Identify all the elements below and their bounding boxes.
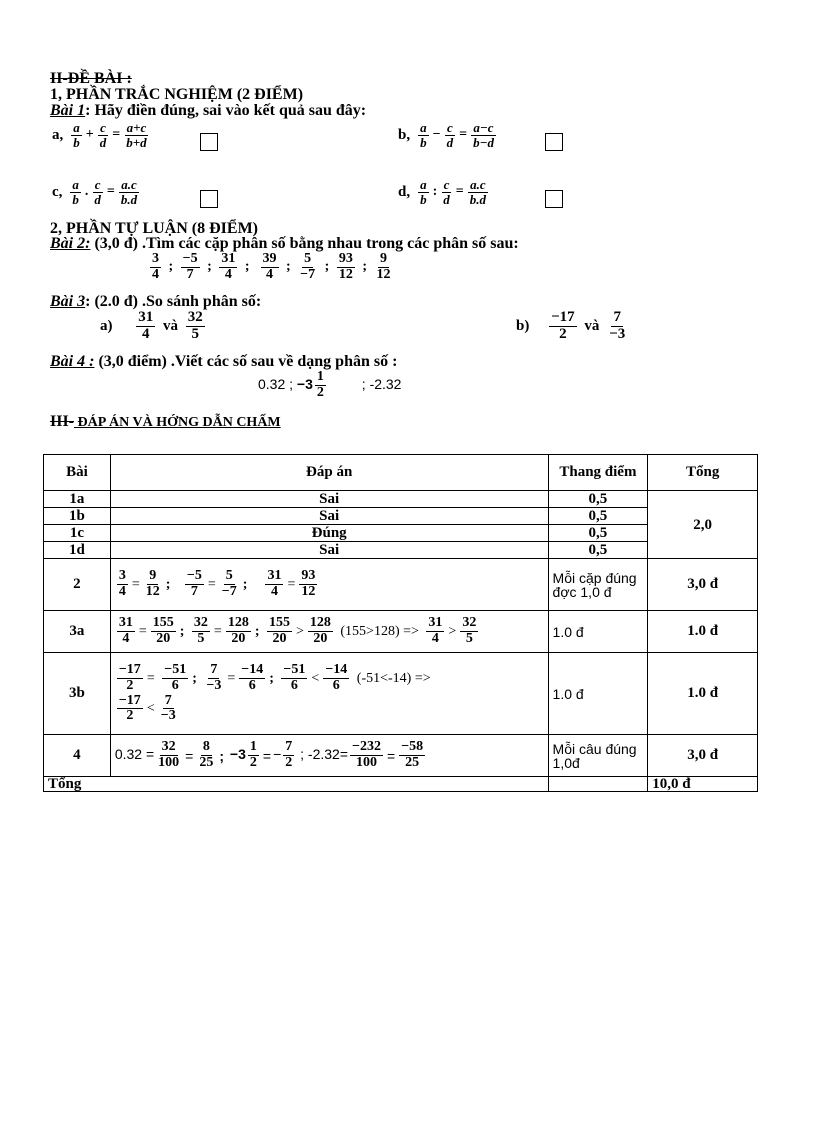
- fraction: $\frac{-17}{2}$: [551, 309, 575, 342]
- bai3-label: Bài 3: [50, 293, 86, 310]
- answer-bai3a: $\frac{31}{4}$ = $\frac{155}{20}$ ; $\frac{32}{5}$ = $\frac{128}{20}$ ; $\frac{155}{20}$ > $\frac{128}{20}$ (155>128) => $\frac{31}{4}$ > $\frac{32}{5}$: [110, 611, 548, 653]
- fraction: $\frac{31}{4}$: [138, 309, 154, 342]
- header-dap-an: Đáp án: [110, 455, 548, 491]
- table-row: 1a Sai 0,5 2,0: [44, 491, 758, 508]
- bai2-line: [50, 235, 519, 253]
- question-c: c, $\frac{a}{b}$ . $\frac{c}{d}$ = $\frac{a.c}{b.d}$: [52, 177, 138, 207]
- total-bai1: 2,0: [648, 491, 758, 559]
- answer-table: [43, 454, 758, 792]
- fraction: $\frac{c}{d}$: [443, 177, 450, 207]
- part1-title: 1, PHẦN TRẮC NGHIỆM (2 ĐIỂM): [50, 86, 304, 103]
- fraction: $\frac{c}{d}$: [94, 177, 101, 207]
- total-label: Tổng: [44, 777, 549, 792]
- fraction: $\frac{39}{4}$: [262, 251, 277, 282]
- fraction: $\frac{93}{12}$: [338, 251, 353, 282]
- bai4-line: [50, 353, 397, 371]
- header-bai: Bài: [44, 455, 111, 491]
- fraction: $\frac{a+c}{b+d}$: [126, 120, 147, 150]
- question-a: a, $\frac{a}{b}$ + $\frac{c}{d}$ = $\frac{a+c}{b+d}$: [52, 120, 147, 150]
- bai2-label: Bài 2:: [50, 235, 91, 252]
- section-heading-de-bai: II-ĐỀ BÀI :: [50, 70, 132, 87]
- answer-bai3b: $\frac{-17}{2}$ = $\frac{-51}{6}$ ; $\frac{7}{-3}$ = $\frac{-14}{6}$ ; $\frac{-51}{6}$ < $\frac{-14}{6}$ (-51<-14) => $\frac{-17}{2}$ < $\frac{7}{-3}$: [110, 653, 548, 735]
- header-tong: Tổng: [648, 455, 758, 491]
- fraction: $\frac{5}{-7}$: [300, 251, 316, 282]
- question-d: d, $\frac{a}{b}$ : $\frac{c}{d}$ = $\frac{a.c}{b.d}$: [398, 177, 486, 207]
- fraction: $\frac{a}{b}$: [420, 177, 427, 207]
- bai1-line: [50, 102, 366, 120]
- table-row: 1c Đúng 0,5: [44, 525, 758, 542]
- table-row: 1b Sai 0,5: [44, 508, 758, 525]
- answer-bai4: 0.32 = $\frac{32}{100}$ = $\frac{8}{25}$ ; −3 $\frac{1}{2}$ = − $\frac{7}{2}$ ; -2.32= $\frac{-232}{100}$ = $\frac{-58}{25}$: [110, 735, 548, 777]
- fraction: $\frac{9}{12}$: [376, 251, 391, 282]
- table-row: 3b $\frac{-17}{2}$ = $\frac{-51}{6}$ ; $\frac{7}{-3}$ = $\frac{-14}{6}$ ; $\frac{-51}{6}$ < $\frac{-14}{6}$ (-51<-14) => $\frac{-17}{2}$ < $\frac{7}{-3}$ 1.0 đ 1.0 đ: [44, 653, 758, 735]
- table-row: 1d Sai 0,5: [44, 542, 758, 559]
- bai1-label: Bài 1: [50, 102, 86, 119]
- table-row: 4 0.32 = $\frac{32}{100}$ = $\frac{8}{25}$ ; −3 $\frac{1}{2}$ = − $\frac{7}{2}$ ; -2.32= $\frac{-232}{100}$ = $\frac{-58}{25}$ Mỗi câu đúng 1,0đ 3,0 đ: [44, 735, 758, 777]
- header-thang-diem: Thang điểm: [548, 455, 648, 491]
- bai4-label: Bài 4 :: [50, 353, 95, 370]
- bai3-a: a) $\frac{31}{4}$ và $\frac{32}{5}$: [100, 309, 203, 342]
- fraction: $\frac{a}{b}$: [420, 120, 427, 150]
- fraction: $\frac{c}{d}$: [446, 120, 454, 150]
- answer-checkbox-d[interactable]: [545, 190, 563, 208]
- bai2-text: (3,0 đ) .Tìm các cặp phân số bằng nhau trong các phân số sau:: [94, 235, 519, 252]
- fraction: $\frac{a}{b}$: [72, 177, 79, 207]
- bai4-items: 0.32 ; −3 $\frac{1}{2}$ ; -2.32: [258, 369, 402, 400]
- table-row: 3a $\frac{31}{4}$ = $\frac{155}{20}$ ; $\frac{32}{5}$ = $\frac{128}{20}$ ; $\frac{155}{20}$ > $\frac{128}{20}$ (155>128) => $\frac{31}{4}$ > $\frac{32}{5}$ 1.0 đ 1.0 đ: [44, 611, 758, 653]
- bai2-fractions: $\frac{3}{4}$ ; $\frac{-5}{7}$ ; $\frac{31}{4}$ ; $\frac{39}{4}$ ; $\frac{5}{-7}$ ; $\frac{93}{12}$ ; $\frac{9}{12}$: [152, 251, 391, 282]
- bai4-text: (3,0 điểm) .Viết các số sau về dạng phân số :: [98, 353, 398, 370]
- total-value: 10,0 đ: [648, 777, 758, 792]
- fraction: $\frac{3}{4}$: [152, 251, 159, 282]
- fraction: $\frac{a.c}{b.d}$: [469, 177, 486, 207]
- part2-title: 2, PHẦN TỰ LUẬN (8 ĐIỂM): [50, 220, 258, 237]
- fraction: $\frac{31}{4}$: [221, 251, 236, 282]
- fraction: $\frac{-5}{7}$: [182, 251, 198, 282]
- answer-checkbox-c[interactable]: [200, 190, 218, 208]
- question-b: b, $\frac{a}{b}$ − $\frac{c}{d}$ = $\frac{a-c}{b-d}$: [398, 120, 494, 150]
- fraction: $\frac{c}{d}$: [99, 120, 107, 150]
- fraction: $\frac{a.c}{b.d}$: [120, 177, 138, 207]
- bai1-text: : Hãy điền đúng, sai vào kết quả sau đây:: [85, 102, 367, 119]
- bai3-text: : (2.0 đ) .So sánh phân số:: [85, 293, 262, 310]
- fraction: $\frac{a}{b}$: [73, 120, 80, 150]
- fraction: $\frac{a-c}{b-d}$: [473, 120, 494, 150]
- table-total-row: [44, 777, 758, 792]
- fraction: $\frac{7}{-3}$: [609, 309, 626, 342]
- section-heading-dap-an: III- ĐÁP ÁN VÀ HỚNG DẪN CHẤM: [50, 413, 281, 430]
- answer-checkbox-b[interactable]: [545, 133, 563, 151]
- answer-bai2: $\frac{3}{4}$ = $\frac{9}{12}$ ; $\frac{-5}{7}$ = $\frac{5}{-7}$ ; $\frac{31}{4}$ = $\frac{93}{12}$: [110, 559, 548, 611]
- answer-checkbox-a[interactable]: [200, 133, 218, 151]
- table-row: 2 $\frac{3}{4}$ = $\frac{9}{12}$ ; $\frac{-5}{7}$ = $\frac{5}{-7}$ ; $\frac{31}{4}$ = $\frac{93}{12}$ Mỗi cặp đúng đợc 1,0 đ 3,0 đ: [44, 559, 758, 611]
- table-header-row: [44, 455, 758, 491]
- bai3-line: [50, 293, 261, 311]
- bai3-b: b) $\frac{-17}{2}$ và $\frac{7}{-3}$: [516, 309, 626, 342]
- fraction: $\frac{32}{5}$: [187, 309, 203, 342]
- fraction: $\frac{1}{2}$: [316, 369, 324, 400]
